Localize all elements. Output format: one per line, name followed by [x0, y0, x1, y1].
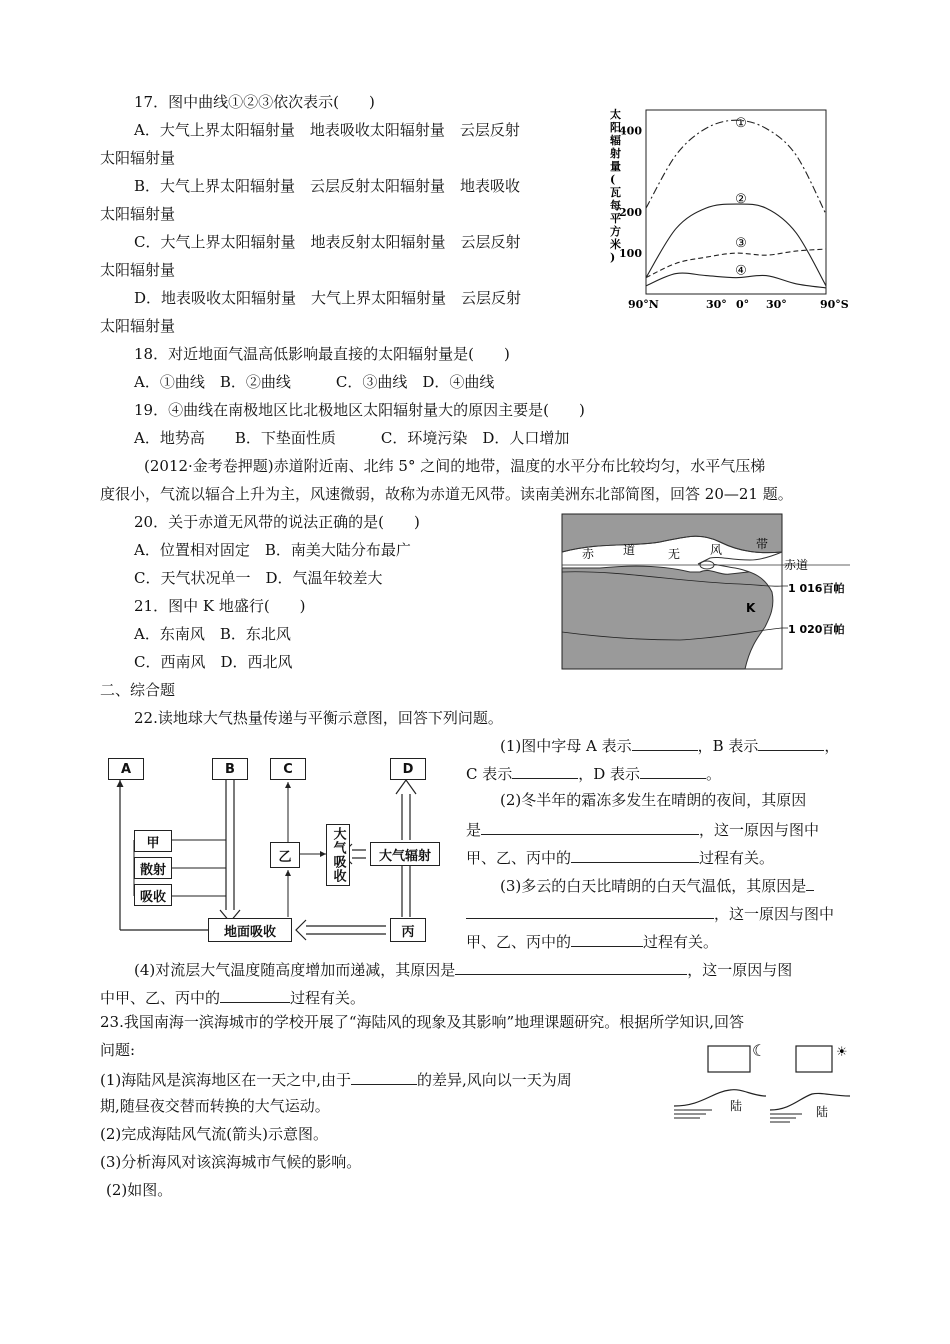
q21-stem: 21．图中 K 地盛行( )	[134, 597, 306, 615]
q20-stem: 20．关于赤道无风带的说法正确的是( )	[134, 513, 420, 531]
blank-4-process[interactable]	[220, 986, 290, 1003]
blank-3-process[interactable]	[571, 930, 643, 947]
series-label-2: ②	[735, 192, 747, 208]
k-label: K	[746, 601, 756, 615]
q22-part4: (4)对流层大气温度随高度增加而递减，其原因是 ，这一原因与图	[134, 958, 792, 980]
q19-options: A．地势高 B．下垫面性质 C．环境污染 D．人口增加	[134, 429, 570, 447]
belt-char: 赤	[582, 547, 595, 561]
isobar-1020-label: 1 020百帕	[788, 623, 845, 636]
xtick-label: 30°	[706, 298, 727, 311]
radiation-chart	[602, 104, 849, 319]
series-label-3: ③	[735, 235, 747, 251]
ylabel-char: 瓦	[610, 186, 621, 199]
ytick-label: 400	[619, 124, 642, 138]
blank-2-process[interactable]	[571, 846, 699, 863]
xtick-label: 90°S	[820, 298, 849, 311]
blank-4-reason[interactable]	[455, 958, 687, 975]
isobar-1016-label: 1 016百帕	[788, 582, 845, 595]
q17-option-b-cont: 太阳辐射量	[100, 205, 176, 223]
q22-part1: (1)图中字母 A 表示 ，B 表示 ，	[500, 734, 839, 756]
q20-options-1: A．位置相对固定 B．南美大陆分布最广	[134, 541, 411, 559]
q22-part4-cont: 中甲、乙、丙中的 过程有关。	[100, 986, 365, 1008]
q17-option-c: C．大气上界太阳辐射量 地表反射太阳辐射量 云层反射	[134, 233, 521, 251]
box-bing: 丙	[390, 918, 426, 942]
q22-part3-cont: ，这一原因与图中	[466, 902, 834, 924]
q22-part3: (3)多云的白天比晴朗的白天气温低，其原因是	[500, 874, 814, 896]
section-heading: 二、综合题	[100, 681, 176, 699]
belt-char: 带	[756, 537, 769, 551]
ylabel-char: (	[610, 173, 616, 186]
q17-option-d-cont: 太阳辐射量	[100, 317, 176, 335]
sea-land-breeze-diagram	[672, 1040, 852, 1130]
series-label-1: ①	[735, 116, 747, 132]
ylabel-char: 量	[610, 160, 621, 173]
box-atmos-absorb: 大气吸收	[326, 824, 350, 886]
q17-option-a: A．大气上界太阳辐射量 地表吸收太阳辐射量 云层反射	[134, 121, 520, 139]
blank-3-reason-start[interactable]	[806, 874, 814, 891]
box-b: B	[212, 758, 248, 780]
blank-2-reason[interactable]	[481, 818, 699, 835]
q22-part1-cont: C 表示 ，D 表示 。	[466, 762, 721, 784]
ytick-label: 100	[619, 247, 642, 261]
q20-options-2: C．天气状况单一 D．气温年较差大	[134, 569, 383, 587]
ylabel-char: 平	[610, 212, 621, 225]
belt-char: 风	[710, 543, 723, 557]
box-a: A	[108, 758, 144, 780]
q23-part1-cont: 期,随昼夜交替而转换的大气运动。	[100, 1097, 330, 1115]
q22-part2: (2)冬半年的霜冻多发生在晴朗的夜间，其原因	[500, 791, 807, 809]
q23-part2: (2)完成海陆风气流(箭头)示意图。	[100, 1125, 328, 1143]
ylabel-char: 太	[610, 108, 621, 121]
xtick-label: 30°	[766, 298, 787, 311]
land-label-day: 陆	[816, 1105, 829, 1119]
breeze-svg	[672, 1040, 852, 1130]
ylabel-char: 每	[610, 199, 621, 212]
q22-stem: 22.读地球大气热量传递与平衡示意图，回答下列问题。	[134, 709, 503, 727]
q19-stem: 19．④曲线在南极地区比北极地区太阳辐射量大的原因主要是( )	[134, 401, 585, 419]
blank-b[interactable]	[758, 734, 824, 751]
blank-c[interactable]	[512, 762, 578, 779]
q18-options: A．①曲线 B．②曲线 C．③曲线 D．④曲线	[134, 373, 495, 391]
ylabel-char: )	[610, 251, 616, 264]
map-svg	[560, 512, 850, 672]
q23-stem-2: 问题:	[100, 1041, 136, 1059]
box-yi: 乙	[270, 842, 300, 868]
box-d: D	[390, 758, 426, 780]
series-label-4: ④	[735, 263, 747, 279]
sun-icon: ☀	[836, 1045, 848, 1060]
intro-line-1: (2012·金考卷押题)赤道附近南、北纬 5° 之间的地带，温度的水平分布比较均匀，水平气压梯	[144, 457, 766, 475]
ylabel-char: 米	[610, 238, 621, 251]
day-circulation-box	[796, 1046, 832, 1072]
south-america-map	[560, 512, 850, 672]
heat-balance-diagram	[104, 752, 444, 948]
q18-stem: 18．对近地面气温高低影响最直接的太阳辐射量是( )	[134, 345, 510, 363]
box-absorb: 吸收	[134, 884, 172, 906]
blank-d[interactable]	[640, 762, 706, 779]
q22-part3-cont2: 甲、乙、丙中的 过程有关。	[466, 930, 718, 952]
q23-part1: (1)海陆风是滨海地区在一天之中,由于 的差异,风向以一天为周	[100, 1068, 572, 1090]
q21-options-1: A．东南风 B．东北风	[134, 625, 291, 643]
ylabel-char: 射	[610, 147, 621, 160]
box-ground-absorb: 地面吸收	[208, 918, 292, 942]
q23-answer: (2)如图。	[106, 1181, 173, 1199]
box-atmos-radiation: 大气辐射	[370, 842, 440, 866]
ylabel-char: 辐	[610, 134, 621, 147]
radiation-chart-svg	[602, 104, 849, 319]
equator-label: 赤道	[784, 558, 809, 572]
q21-options-2: C．西南风 D．西北风	[134, 653, 293, 671]
blank-q23[interactable]	[351, 1068, 417, 1085]
q17-option-b: B．大气上界太阳辐射量 云层反射太阳辐射量 地表吸收	[134, 177, 521, 195]
belt-char: 道	[623, 543, 636, 557]
belt-char: 无	[668, 547, 681, 561]
q17-option-c-cont: 太阳辐射量	[100, 261, 176, 279]
blank-a[interactable]	[632, 734, 698, 751]
intro-line-2: 度很小，气流以辐合上升为主，风速微弱，故称为赤道无风带。读南美洲东北部简图，回答 20—21 题。	[100, 485, 793, 503]
ylabel-char: 阳	[610, 121, 621, 134]
moon-icon: ☾	[752, 1041, 767, 1060]
q22-part2-cont2: 甲、乙、丙中的 过程有关。	[466, 846, 774, 868]
night-circulation-box	[708, 1046, 750, 1072]
q23-part3: (3)分析海风对该滨海城市气候的影响。	[100, 1153, 362, 1171]
q22-part2-cont: 是 ，这一原因与图中	[466, 818, 819, 840]
land-label-night: 陆	[730, 1099, 743, 1113]
box-jia: 甲	[134, 830, 172, 852]
q17-option-d: D．地表吸收太阳辐射量 大气上界太阳辐射量 云层反射	[134, 289, 522, 307]
q17-option-a-cont: 太阳辐射量	[100, 149, 176, 167]
xtick-label: 0°	[736, 298, 750, 311]
ytick-label: 200	[619, 206, 642, 220]
ylabel-char: 方	[610, 225, 621, 238]
q23-stem-1: 23.我国南海一滨海城市的学校开展了“海陆风的现象及其影响”地理课题研究。根据所学知识,回答	[100, 1013, 744, 1031]
box-c: C	[270, 758, 306, 780]
q17-stem: 17．图中曲线①②③依次表示( )	[134, 93, 375, 111]
box-scatter: 散射	[134, 857, 172, 879]
blank-3-reason[interactable]	[466, 902, 714, 919]
xtick-label: 90°N	[628, 298, 659, 311]
